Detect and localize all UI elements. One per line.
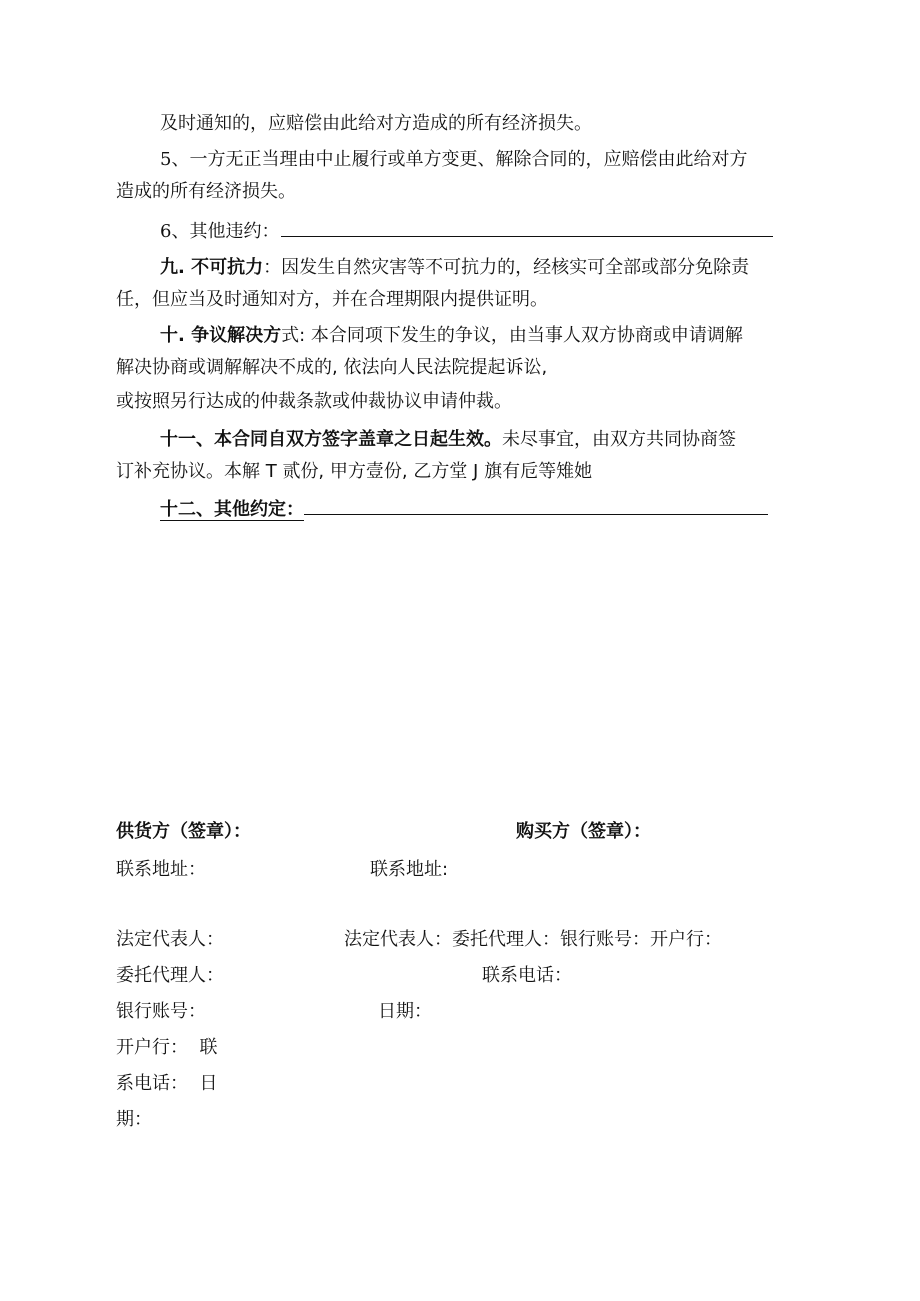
clause-12 xyxy=(160,496,768,522)
item-5-number: 5 xyxy=(160,149,172,170)
clause-8-item-6 xyxy=(160,218,773,244)
clause-10-text-2: 解决协商或调解解决不成的, 依法向人民法院提起诉讼, xyxy=(116,357,548,378)
buyer-signature-title: 购买方（签章）： xyxy=(516,821,651,842)
clause-11-text-2: 订补充协议。本解 T 贰份, 甲方壹份, 乙方堂 J 旗有卮等雉她 xyxy=(116,461,593,482)
supplier-bank-line: 开户行： 联 xyxy=(116,1037,218,1058)
item-5-text: 、一方无正当理由中止履行或单方变更、解除合同的，应赔偿由此给对方 xyxy=(171,149,748,170)
buyer-combined-labels: 法定代表人：委托代理人：银行账号：开户行： xyxy=(344,929,722,950)
other-breach-blank-line xyxy=(281,218,773,237)
clause-8-item-5-line-1 xyxy=(160,148,747,172)
clause-11-text: 未尽事宜，由双方共同协商签 xyxy=(502,429,736,450)
item-5-text-cont: 造成的所有经济损失。 xyxy=(116,181,296,202)
supplier-address-label: 联系地址： xyxy=(116,859,206,880)
clause-10-line-2 xyxy=(116,356,547,380)
other-agreement-blank-line xyxy=(304,496,768,515)
supplier-agent-label: 委托代理人： xyxy=(116,965,224,986)
clause-11-line-2 xyxy=(116,460,592,484)
clause-8-item-5-line-2 xyxy=(116,180,296,204)
clause-8-continuation xyxy=(160,112,592,136)
clause-10-title-tail: 式 xyxy=(281,325,300,346)
supplier-phone-line: 系电话： 日 xyxy=(116,1073,218,1094)
item-6-label: 、其他违约： xyxy=(171,221,280,242)
clause-10-text: : 本合同项下发生的争议，由当事人双方协商或申请调解 xyxy=(299,325,743,346)
clause-9-line-2 xyxy=(116,288,548,312)
clause-9-line-1 xyxy=(160,256,749,280)
clause-11-title: 十一、本合同自双方签字盖章之日起生效。 xyxy=(160,429,502,450)
clause-10-text-3: 或按照另行达成的仲裁条款或仲裁协议申请仲裁。 xyxy=(116,391,512,412)
item-6-number: 6 xyxy=(160,221,172,242)
clause-9-text: ：因发生自然灾害等不可抗力的，经核实可全部或部分免除责 xyxy=(263,257,750,278)
supplier-legal-rep-label: 法定代表人： xyxy=(116,929,224,950)
buyer-address-label: 联系地址: xyxy=(370,859,449,880)
clause-10-line-3 xyxy=(116,390,512,414)
buyer-phone-label: 联系电话： xyxy=(482,965,572,986)
supplier-bank-account-label: 银行账号： xyxy=(116,1001,206,1022)
clause-8-text: 及时通知的，应赔偿由此给对方造成的所有经济损失。 xyxy=(160,113,592,134)
supplier-date-line: 期： xyxy=(116,1109,152,1130)
clause-9-text-cont: 任，但应当及时通知对方，并在合理期限内提供证明。 xyxy=(116,289,548,310)
clause-10-title: 十. 争议解决方 xyxy=(160,325,282,346)
clause-12-title: 十二、其他约定： xyxy=(160,499,304,520)
buyer-date-label: 日期： xyxy=(378,1001,432,1022)
clause-11-line-1 xyxy=(160,428,736,452)
supplier-signature-title: 供货方（签章）： xyxy=(116,821,251,842)
clause-10-line-1 xyxy=(160,324,743,348)
clause-9-title: 九. 不可抗力 xyxy=(160,257,264,278)
